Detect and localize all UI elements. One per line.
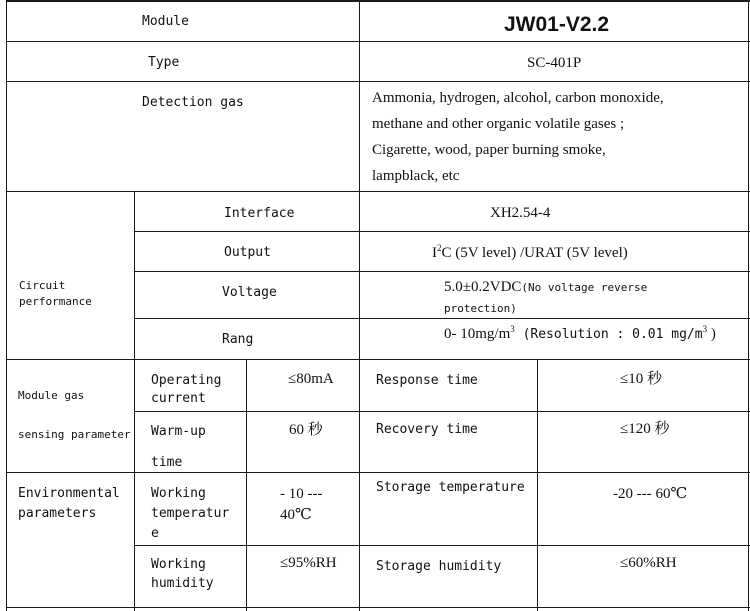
- row-divider-sensing: [6, 472, 750, 473]
- operating-current-value: ≤80mA: [288, 371, 334, 387]
- storage-temperature-value: -20 --- 60℃: [613, 486, 688, 502]
- output-value: $I^2C$ (5V level) /URAT (5V level): [432, 243, 628, 261]
- warm-up-label-2: time: [151, 455, 183, 470]
- row-divider-current: [134, 411, 750, 412]
- module-value: JW01-V2.2: [504, 13, 610, 36]
- row-divider-output: [134, 271, 750, 272]
- row-divider-circuit: [6, 359, 750, 360]
- interface-label: Interface: [224, 206, 295, 221]
- storage-humidity-value: ≤60%RH: [620, 555, 677, 571]
- table-border-right: [748, 0, 749, 611]
- column-divider-right-value: [537, 359, 538, 611]
- warm-up-value: 60 秒: [289, 422, 323, 438]
- column-divider-main: [359, 0, 360, 611]
- module-label: Module: [142, 14, 189, 29]
- working-humidity-label-2: humidity: [151, 576, 214, 591]
- working-humidity-value: ≤95%RH: [280, 555, 337, 571]
- output-label: Output: [224, 245, 271, 260]
- recovery-time-label: Recovery time: [376, 422, 478, 437]
- response-time-label: Response time: [376, 373, 478, 388]
- type-label: Type: [148, 55, 180, 70]
- detection-gas-label: Detection gas: [142, 95, 244, 110]
- row-divider-detection: [6, 191, 750, 192]
- voltage-value: 5.0±0.2VDC(No voltage reverse: [444, 279, 648, 295]
- range-label: Rang: [222, 332, 254, 347]
- circuit-group-label-1: Circuit: [19, 279, 66, 292]
- voltage-note-line-2: protection): [444, 302, 517, 315]
- column-divider-left-value: [246, 359, 247, 611]
- storage-temperature-label: Storage temperature: [376, 480, 525, 495]
- row-divider-type: [6, 81, 750, 82]
- working-temperature-label-3: e: [151, 526, 159, 541]
- row-divider-voltage: [134, 318, 750, 319]
- operating-current-label-2: current: [151, 391, 206, 406]
- sensing-group-label-1: Module gas: [18, 389, 85, 402]
- interface-value: XH2.54-4: [490, 205, 551, 221]
- voltage-label: Voltage: [222, 285, 277, 300]
- warm-up-label-1: Warm-up: [151, 424, 206, 439]
- recovery-time-value: ≤120 秒: [620, 421, 670, 437]
- working-temperature-value-1: - 10 ---: [280, 486, 323, 502]
- range-value: 0- $10mg/m^3$ (Resolution : 0.01 $mg/m^3$ ): [444, 324, 716, 342]
- detection-gas-line-2: methane and other organic volatile gases ;: [372, 116, 625, 132]
- working-temperature-value-2: 40℃: [280, 507, 312, 523]
- row-divider-temperature: [134, 545, 750, 546]
- table-border-left: [6, 0, 7, 611]
- response-time-value: ≤10 秒: [620, 371, 662, 387]
- storage-humidity-label: Storage humidity: [376, 559, 502, 574]
- working-humidity-label-1: Working: [151, 557, 206, 572]
- table-border-top: [6, 0, 750, 2]
- table-border-bottom: [6, 607, 750, 608]
- row-divider-interface: [134, 231, 750, 232]
- type-value: SC-401P: [527, 55, 582, 71]
- working-temperature-label-2: temperatur: [151, 506, 230, 521]
- environment-group-label-1: Environmental: [18, 486, 120, 501]
- detection-gas-line-3: Cigarette, wood, paper burning smoke,: [372, 142, 606, 158]
- environment-group-label-2: parameters: [18, 506, 97, 521]
- row-divider-module: [6, 41, 750, 42]
- working-temperature-label-1: Working: [151, 486, 206, 501]
- circuit-group-label-2: performance: [19, 295, 92, 308]
- detection-gas-line-4: lampblack, etc: [372, 168, 460, 184]
- operating-current-label-1: Operating: [151, 373, 222, 388]
- sensing-group-label-2: sensing parameter: [18, 428, 131, 441]
- column-divider-group: [134, 191, 135, 611]
- detection-gas-line-1: Ammonia, hydrogen, alcohol, carbon monoxide,: [372, 90, 664, 106]
